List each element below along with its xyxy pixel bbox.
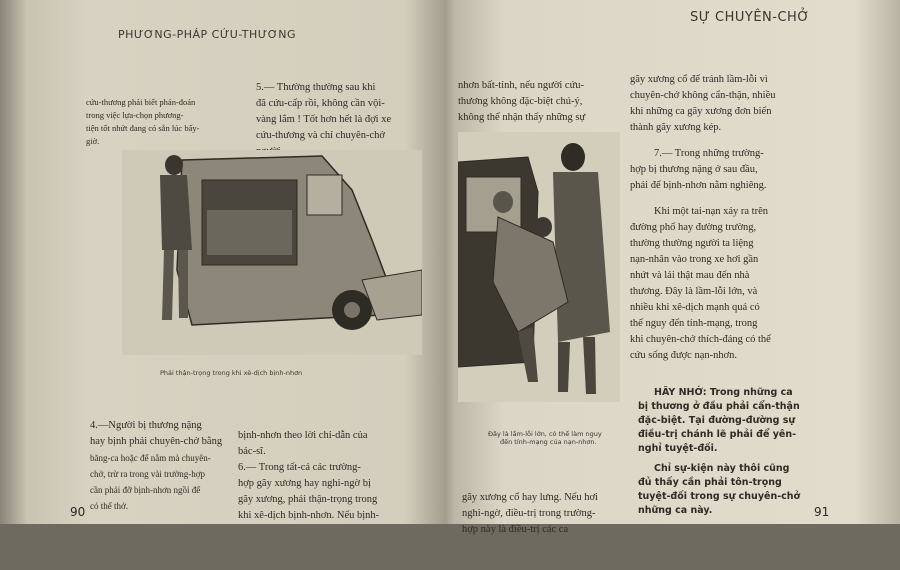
remember-note: HÃY NHỚ: Trong những ca bị thương ở đầu phải cẩn-thận đặc-biệt. Tại đường-đường sự điều-trị chánh lẽ phải để yên- nghỉ tuyệt-đối. Chỉ sự-kiện này thôi cũng đủ thấy cần phải tôn-trọng tuyệt-đối trong sự chuyên-chở những ca này.: [638, 387, 801, 516]
left-page: [30, 0, 440, 524]
ambulance-illustration: [122, 150, 422, 355]
right-page: [452, 0, 892, 535]
page-number: 91: [814, 505, 830, 519]
page-number: 90: [70, 505, 86, 519]
left-col2-bottom: bịnh-nhơn theo lời chỉ-dẫn của bác-sĩ. 6.— Trong tất-cả các trường- hợp gãy xương hay nghi-ngờ bị gãy xương, phải thận-trọng trong khi xê-dịch bịnh-nhơn. Nếu bịnh-: [238, 430, 380, 521]
page-header: PHƯƠNG-PHÁP CỨU-THƯƠNG: [118, 28, 297, 41]
left-illustration-caption: Phải thận-trọng trong khi xê-dịch bịnh-nhơn: [160, 369, 303, 377]
injured-person-car-illustration: [458, 132, 620, 402]
right-illustration-caption: Đây là lầm-lỗi lớn, có thể làm nguy đến tính-mạng của nạn-nhơn.: [488, 430, 602, 446]
right-col1-bottom: gãy xương cổ hay lưng. Nếu hơi nghi-ngờ, điều-trị trong trường- hợp này là điều-trị các ca: [462, 492, 598, 535]
left-col1-bottom: 4.—Người bị thương nặng hay bịnh phải chuyên-chở bằng băng-ca hoặc để nằm mà chuyên- chở, trừ ra trong vài trường-hợp cần phải đỡ bịnh-nhơn ngồi để có thể thở.: [90, 420, 223, 511]
left-col2-top: 5.— Thường thường sau khi đã cứu-cấp rồi, không cần vội- vàng lắm ! Tốt hơn hết là đợi xe cứu-thương và chỉ chuyên-chở: [256, 82, 392, 141]
left-col1-top: cứu-thương phải biết phán-đoán trong việc lựa-chọn phương- tiện tốt nhứt đang có sẵn lúc bấy- giờ.: [86, 97, 200, 146]
right-col2-top: gãy xương cổ để tránh lầm-lỗi vì chuyên-chở không cẩn-thận, nhiều khi những ca gãy xương đơn biến thành gãy xương kép. 7.— Trong những trường- hợp bị thương nặng ở sau đầu, phải để bịnh-nhơn nằm nghiêng. Khi một tai-nạn xảy ra trên đường phố hay đường trường, thường thường người ta liệng nạn-nhân vào trong xe hơi gần nhứt và lái thật mau đến nhà thương. Đây là lầm-lỗi lớn, và nhiều khi xê-dịch mạnh quá có thể nguy đến tính-mạng, trong khi chuyên-chở thích-đáng có thể cứu sống được nạn-nhơn.: [630, 74, 776, 361]
right-col1-top: nhơn bất-tỉnh, nếu người cứu- thương không đặc-biệt chú-ý, không thể nhận thấy những sự: [458, 80, 586, 123]
page-header: SỰ CHUYÊN-CHỞ: [690, 10, 810, 25]
